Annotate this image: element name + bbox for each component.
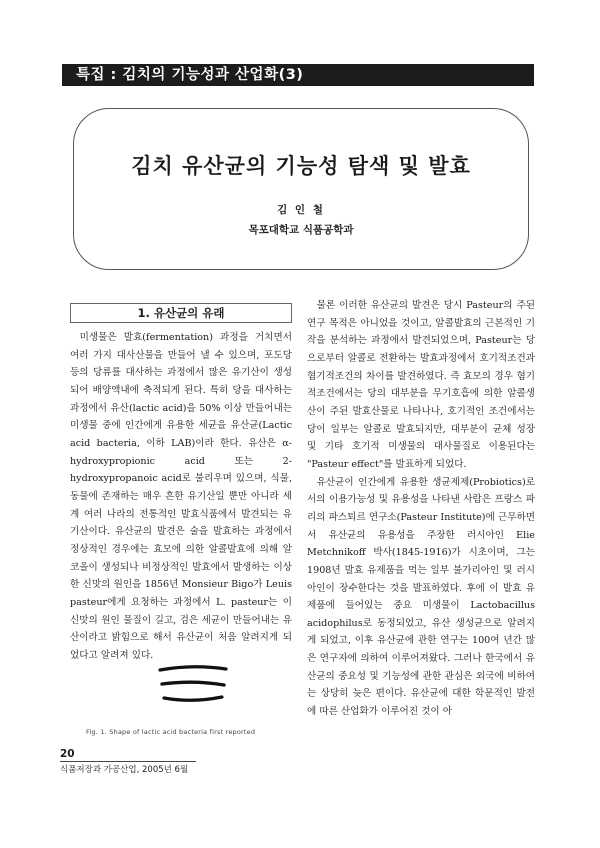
journal-footer: 식품저장과 가공산업, 2005년 6월	[60, 765, 189, 775]
paragraph: 물론 이러한 유산균의 발견은 당시 Pasteur의 주된 연구 목적은 아니었을 것이고, 알콜발효의 근본적인 기작을 분석하는 과정에서 발견되었으며, Pasteur는 당으로부터 알콜로 전환하는 발효과정에서 호기적조건과 혐기적조건의 차이를 발견하였다. 즉 효모의 경우 혐기적조건에서는 당의 대부분을 무기호흡에 의한 알콜생산이 주된 발효산물로 나타나나, 호기적인 조건에서는 당이 일부는 알콜로 발효되지만, 대부분이 균체 성장 및 기타 호기적 미생물의 대사물질로 이용된다는 "Pasteur effect"를 발표하게 되었다.	[307, 300, 535, 470]
right-column	[307, 297, 535, 721]
paragraph: 미생물은 발효(fermentation) 과정을 거치면서 여러 가지 대사산물을 만들어 낼 수 있으며, 포도당 등의 당류를 대사하는 과정에서 많은 유기산이 생성되어 배양액내에 축적되게 된다. 특히 당을 대사하는 과정에서 유산(lactic acid)을 50% 이상 만들어내는 미생물 중에 인간에게 유용한 세균을 유산균(Lactic acid bacteria, 이하 LAB)이라 한다. 유산은 α-hydroxypropionic acid 또는 2-hydroxypropanoic acid로 불리우며 있으며, 식물, 동물에 존재하는 매우 흔한 유기산일 뿐만 아니라 세계 여러 나라의 전통적인 발효식품에서 발견되는 유기산이다. 유산균의 발견은 술을 발효하는 과정에서 정상적인 경우에는 효모에 의한 알콜발효에 의해 알코올이 생성되나 비정상적인 발효에서 발생하는 이상한 신맛의 원인을 1856년 Monsieur Bigo가 Leuis pasteur에게 요청하는 과정에서 L. pasteur는 이 신맛의 원인 물질이 길고, 검은 세균이 만들어내는 유산이라고 밝힘으로 해서 유산균이 처음 알려지게 되었다고 알려져 있다.	[70, 332, 292, 661]
figure-bacteria-illustration	[158, 660, 228, 710]
author-affiliation: 목포대학교 식품공학과	[248, 224, 354, 236]
title-frame	[73, 108, 529, 270]
author-name: 김 인 철	[277, 204, 325, 216]
footer-rule	[60, 761, 196, 762]
left-column	[70, 329, 292, 664]
page-number: 20	[60, 748, 75, 760]
paragraph: 유산균이 인간에게 유용한 생균제제(Probiotics)로서의 이용가능성 및 유용성을 나타낸 사람은 프랑스 파리의 파스퇴르 연구소(Pasteur Institute)에 근무하면서 유산균의 유용성을 주장한 러시아인 Elie Metchnikoff 박사(1845-1916)가 시초이며, 그는 1908년 발효 유제품을 먹는 일부 불가리아인 및 러시아인이 장수한다는 것을 발표하였다. 후에 이 발효 유제품에 들어있는 중요 미생물이 Lactobacillus acidophilus로 동정되었고, 유산 생성균으로 알려지게 되었고, 이후 유산균에 관한 연구는 100여 년간 많은 연구자에 의하여 이루어져왔다. 그러나 한국에서 유산균의 중요성 및 기능성에 관한 관심은 외국에 비하여는 상당히 늦은 편이다. 유산균에 대한 학문적인 발전에 따른 산업화가 이루어진 것이 아	[307, 476, 535, 718]
series-banner: 특집 : 김치의 기능성과 산업화(3)	[62, 64, 534, 86]
article-title: 김치 유산균의 기능성 탐색 및 발효	[131, 154, 471, 178]
figure-caption: Fig. 1. Shape of lactic acid bacteria first reported	[86, 728, 256, 736]
section-heading: 1. 유산균의 유래	[70, 303, 292, 323]
